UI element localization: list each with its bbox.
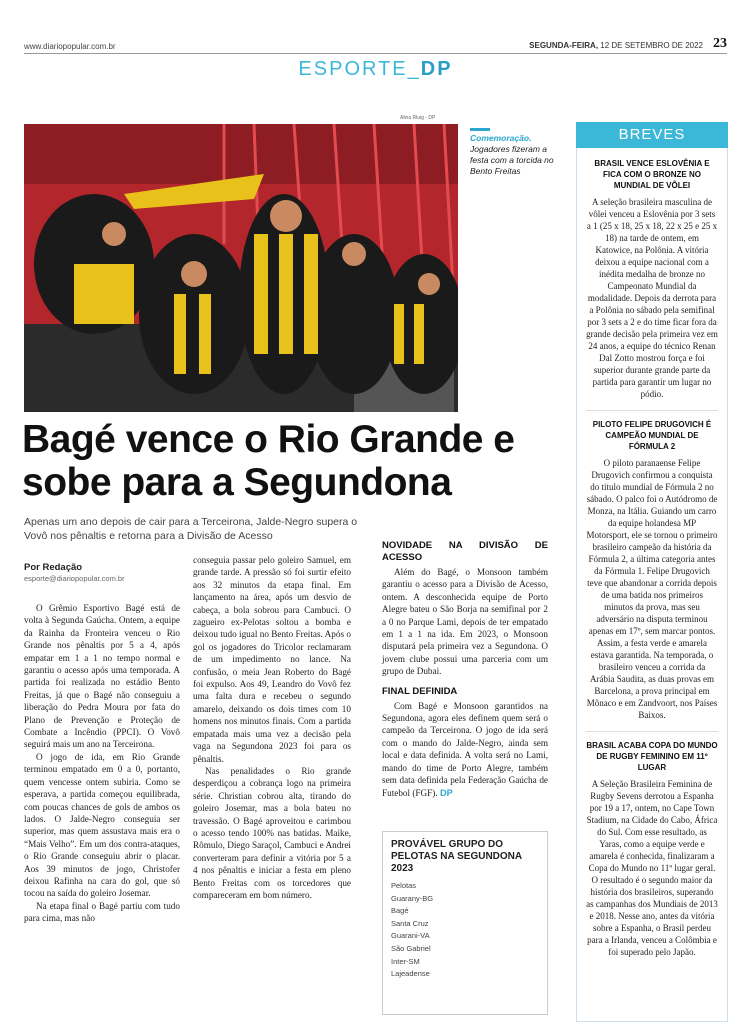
photo-caption [470, 133, 560, 177]
section-main: ESPORTE_ [298, 58, 421, 80]
team-list [391, 880, 539, 981]
headline: Bagé vence o Rio Grande e sobe para a Segundona [22, 418, 515, 504]
list-item: Bagé [391, 906, 409, 916]
list-item: Pelotas [391, 881, 417, 890]
paragraph: O Grêmio Esportivo Bagé está de volta à Segunda Gaúcha. Ontem, a equipe da Rainha da Fronteira venceu o Rio Grande nos pênaltis por 5 a 4, após empatar em 1 a 1 no tempo normal e garantiu o acesso após uma temporada. A partida foi realizada no estádio Bento Freitas, já que o Bagé não conseguiu a liberação do Pedra Moura por fata do Plano de Prevenção e Proteção de Combate a Incêndio (PPCI). O Vovô seguirá mais um ano na Terceirona. [24, 603, 180, 750]
photo-credit: Alina Rluig - DP [400, 115, 436, 121]
list-item: Guarany-BG [391, 893, 434, 903]
header-rule [24, 53, 727, 54]
site-url: www.diariopopular.com.br [24, 42, 116, 51]
briefs-list [586, 158, 718, 968]
caption-accent [470, 128, 490, 131]
brief-item [586, 740, 718, 958]
list-item: São Gabriel [391, 943, 431, 953]
article-column-2 [193, 554, 351, 901]
end-tag: DP [439, 787, 453, 798]
page-number: 23 [713, 36, 727, 51]
list-item: Inter-SM [391, 956, 420, 966]
subhead-final: FINAL DEFINIDA [382, 685, 458, 697]
article-column-1 [24, 602, 180, 925]
issue-date [529, 41, 703, 50]
deck: Apenas um ano depois de cair para a Terceirona, Jalde-Negro supera o Vovô nos pênaltis e retorna para a Divisão de Acesso [24, 516, 358, 542]
list-item: Santa Cruz [391, 918, 429, 928]
brief-item [586, 158, 718, 400]
sidebar-title: BREVES [576, 122, 728, 148]
author-email[interactable]: esporte@diariopopular.com.br [24, 574, 125, 583]
paragraph [382, 700, 548, 799]
list-item: Lajeadense [391, 969, 430, 979]
paragraph: Na etapa final o Bagé partiu com tudo para cima, mas não [24, 900, 180, 924]
divider [586, 731, 718, 732]
paragraph: Nas penalidades o Rio grande desperdiçou a cobrança logo na primeira série. Christian cobrou alta, tirando do goleiro Josemar, mas a bola bateu no travessão. O Bagé aproveitou e carimbou o acesso tendo 100% nas batidas. Maike, Rômulo, Diego Saraçol, Cambuci e Andrei converteram para definir a vitória por 5 a 4 nos pênaltis e iniciar a festa em pleno Bento Freitas com os torcedores que compareceram em bom número. [193, 765, 351, 900]
brief-title: BRASIL ACABA COPA DO MUNDO DE RUGBY FEMININO EM 11º LUGAR [586, 741, 718, 772]
brief-body: A seleção brasileira masculina de vôlei venceu a Eslovênia por 3 sets a 1 (25 x 18, 25 x 18, 22 x 25 e 25 x 18) na tarde de ontem, em Katowice, na Polônia. A vitória deixou a equipe nacional com a inédita medalha de bronze no Campeonato Mundial da modalidade. Depois da derrota para a Polônia no sábado pela semifinal por 3 sets a 2 e do time ficar fora da grande decisão pela primeira vez em 24 anos, a equipe do técnico Renan Dal Zotto mostrou força e foi superior durante grande parte da partida para garantir um lugar no pódio. [586, 197, 718, 399]
brief-title: PILOTO FELIPE DRUGOVICH É CAMPEÃO MUNDIAL DE FÓRMULA 2 [592, 420, 712, 451]
paragraph: conseguia passar pelo goleiro Samuel, em grande tarde. A pressão só foi surtir efeito aos 32 minutos da etapa final. Em lançamento na área, após um desvio de cabeça, a bola sobrou para Cambuci. O zagueiro ex-Pelotas soltou a bomba e deixou tudo igual no Bento Freitas. Após o gol os jogadores do Tricolor reclamaram de um impedimento no lance. Na confusão, o meia Jean Roberto do Bagé foi expulso. Aos 49, Leandro do Vovô fez uma falta dura e recebeu o segundo amarelo, deixando os dois times com 10 homens nos minutos finais. Com a partida empatada mais uma vez a decisão pela vaga na Segundona 2023 foi para os pênaltis. [193, 555, 351, 764]
caption-text: Jogadores fizeram a festa com a torcida no Bento Freitas [470, 144, 554, 176]
section-title [0, 58, 751, 81]
brief-body: A Seleção Brasileira Feminina de Rugby Sevens derrotou a Espanha por 19 a 17, ontem, no Cape Town Stadium, na Cidade do Cabo, África do Sul. Com esse resultado, as Yaras, como a equipe verde e amarela é conhecida, finalizaram a Copa do Mundo no 11º lugar geral. O resultado é o segundo maior da história dos brasileiros, superando as campanhas dos Mundiais de 2013 e 2018. Nesse ano, antes da vitória sobre a Espanha, o Brasil perdeu para a Irlanda, venceu a Colômbia e foi superado pelo Japão. [586, 779, 718, 957]
list-item: Guarani-VA [391, 931, 430, 941]
byline: Por Redação [24, 562, 83, 573]
brief-title: BRASIL VENCE ESLOVÊNIA E FICA COM O BRONZE NO MUNDIAL DE VÔLEI [594, 159, 710, 190]
paragraph: Além do Bagé, o Monsoon também garantiu o acesso para a Divisão de Acesso, ontem. A desconhecida equipe de Porto Alegre bateu o São Borja na semifinal por 2 a 0 no Parque Lami, depois de ter empatado em 1 a 1 na ida. Em 2023, o Monsoon disputará pela primeira vez a Segundona. O jovem clube possui uma parceria com um grupo de Dubai. [382, 567, 548, 677]
box-title: PROVÁVEL GRUPO DO PELOTAS NA SEGUNDONA 2023 [391, 839, 522, 874]
divider [586, 410, 718, 411]
subhead-novidade: NOVIDADE NA DIVISÃO DE ACESSO [382, 540, 548, 563]
probable-group-box [382, 831, 548, 1015]
paragraph-text: Com Bagé e Monsoon garantidos na Segundona, agora eles definem quem será o campeão da Terceirona. O jogo de ida será com o mando do Jalde-Negro, ainda sem local e data definida. A volta será no Lami, mando do time de Porto Alegre, também sem data definida pela Federação Gaúcha de Futebol (FGF). [382, 700, 548, 798]
weekday: SEGUNDA-FEIRA, [529, 41, 599, 50]
article-column-3 [382, 540, 548, 799]
caption-kicker: Comemoração. [470, 133, 532, 143]
celebration-photo [24, 124, 458, 412]
paragraph: O jogo de ida, em Rio Grande terminou empatado em 0 a 0, portanto, quem vencesse ontem subiria. Como se esperava, a partida começou equilibrada, com poucas chances de gols de ambos os lados. O Jalde-Negro conseguia ser superior, mas quem assustava mais era o “Mais Velho”. Em um dos contra-ataques, o Rio Grande conseguiu abrir o placar. Aos 39 minutos de jogo, Christofer deixou Rafinha na cara do gol, que só tocou na saída do goleiro Josemar. [24, 751, 180, 899]
brief-body: O piloto paranaense Felipe Drugovich confirmou a conquista do título mundial de Fórmula 2 no sábado. O palco foi o Autódromo de Monza, na Itália. Guiando um carro da equipe holandesa MP Motorsport, ele se tornou o primeiro brasileiro campeão da história da Fórmula 2, a última categoria antes da Fórmula 1. Felipe Drugovich teve que abandonar a corrida depois de uma batida nos primeiros minutos da prova, mas seu adversário na disputa terminou apenas em 17º, sem marcar pontos. Assim, a festa verde e amarela estava garantida. Na temporada, o brasileiro venceu a corrida da Arábia Saudita, as duas provas em Barcelona, a prova principal em Mônaco e em Zandvoort, nos Países Baixos. [586, 458, 718, 720]
date-text: 12 DE SETEMBRO DE 2022 [600, 41, 703, 50]
section-tag: DP [420, 58, 453, 80]
brief-item [586, 419, 718, 721]
